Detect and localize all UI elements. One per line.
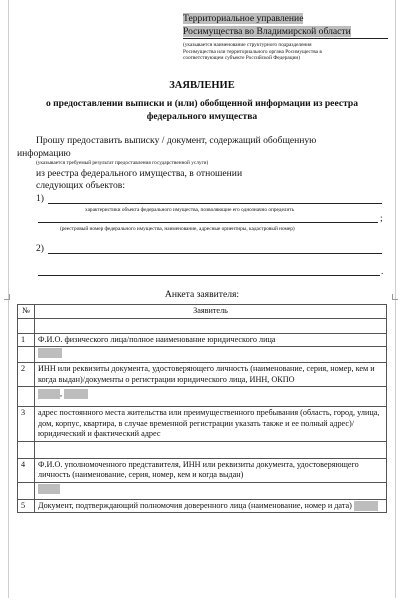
- addressee-note-line: соответствующем субъекте Российской Федерации): [183, 55, 301, 61]
- object-item-1-line[interactable]: [48, 203, 382, 204]
- row-number: 2: [18, 363, 35, 387]
- row-label: ИНН или реквизиты документа, удостоверяющего личность (наименование, серия, номер, кем и когда выдан)/документы о регистрации юридического лица, ИНН, ОКПО: [35, 363, 387, 387]
- table-row: [18, 363, 387, 387]
- row-label: адрес постоянного места жительства или преимущественного пребывания (область, город, улица, дом, корпус, квартира, в случае временной регистрации указать также и ее полный адрес)/юридический и фактический адрес: [35, 407, 387, 442]
- object-item-2-line-2[interactable]: [38, 275, 380, 276]
- row-1-value-cell[interactable]: [35, 347, 387, 363]
- row-number: 4: [18, 458, 35, 482]
- object-item-1-hint: характеристики объекта федерального имущества, позволяющие его однозначно определить: [85, 207, 295, 213]
- object-item-2-end: .: [381, 266, 384, 277]
- redacted-field: [38, 348, 62, 358]
- table-row: [18, 407, 387, 442]
- object-item-2-line[interactable]: [48, 253, 382, 254]
- addressee-line-1-text: Территориальное управление: [183, 13, 304, 24]
- request-paragraph-line-2: информацию: [17, 148, 71, 159]
- document-title: ЗАЯВЛЕНИЕ: [169, 80, 235, 91]
- addressee-note-line: (указывается наименование структурного подразделения: [183, 42, 312, 48]
- request-paragraph-note: (указывается требуемый результат предоставления государственной услуги): [36, 160, 209, 166]
- form-title: Анкета заявителя:: [164, 289, 240, 300]
- document-subtitle-line-2: федерального имущества: [146, 111, 258, 122]
- row-number: 5: [18, 499, 35, 513]
- row-label-text: Документ, подтверждающий полномочия доверенного лица (наименование, номер и дата): [38, 500, 352, 510]
- applicant-form-table: [17, 304, 387, 513]
- row-4-value-cell[interactable]: [35, 482, 387, 499]
- addressee-line-2: [183, 26, 351, 37]
- document-subtitle-line-1: о предоставлении выписки и (или) обобщенной информации из реестра: [45, 98, 359, 109]
- request-paragraph-line-3: из реестра федерального имущества, в отношении: [36, 168, 243, 179]
- table-row-value: [18, 347, 387, 363]
- object-item-1-number: 1): [36, 193, 44, 204]
- table-spacer-row: [18, 318, 387, 333]
- addressee-line-2-text: Росимущества во Владимирской области: [183, 26, 351, 37]
- object-item-1-hint-2: (реестровый номер федерального имущества, наименование, адресные ориентиры, кадастровый номер): [60, 226, 295, 232]
- column-header-number: №: [18, 305, 35, 319]
- table-row: [18, 333, 387, 347]
- row-label: Ф.И.О. физического лица/полное наименование юридического лица: [35, 333, 387, 347]
- table-row-value: [18, 482, 387, 499]
- object-item-1-semicolon: ;: [380, 213, 383, 224]
- addressee-underline: [183, 38, 388, 39]
- row-2-value-cell[interactable]: [35, 387, 387, 407]
- addressee-note: [183, 42, 388, 62]
- redacted-field: [38, 389, 63, 399]
- object-item-1-line-2[interactable]: [38, 222, 378, 223]
- table-row-value: [18, 441, 387, 458]
- column-header-applicant: Заявитель: [35, 305, 387, 319]
- redacted-field: [38, 484, 60, 494]
- redacted-field: [64, 389, 88, 399]
- value-separator: ,: [60, 389, 63, 398]
- table-header-row: [18, 305, 387, 319]
- table-row: [18, 458, 387, 482]
- redacted-field: [354, 501, 378, 511]
- table-row: [18, 499, 387, 513]
- request-paragraph-line-1: Прошу предоставить выписку / документ, содержащий обобщенную: [36, 135, 317, 146]
- request-paragraph-line-4: следующих объектов:: [36, 180, 125, 191]
- row-label: [35, 499, 387, 513]
- object-item-2-number: 2): [36, 243, 44, 254]
- addressee-note-line: Росимущества или территориального органа Росимущества в: [183, 48, 322, 55]
- row-label: Ф.И.О. уполномоченного представителя, ИНН или реквизиты документа, удостоверяющего личность (наименование, серия, номер, кем и когда выдан): [35, 458, 387, 482]
- table-row-value: [18, 387, 387, 407]
- row-number: 1: [18, 333, 35, 347]
- addressee-line-1: [183, 13, 303, 24]
- row-number: 3: [18, 407, 35, 442]
- row-3-value-cell[interactable]: [35, 441, 387, 458]
